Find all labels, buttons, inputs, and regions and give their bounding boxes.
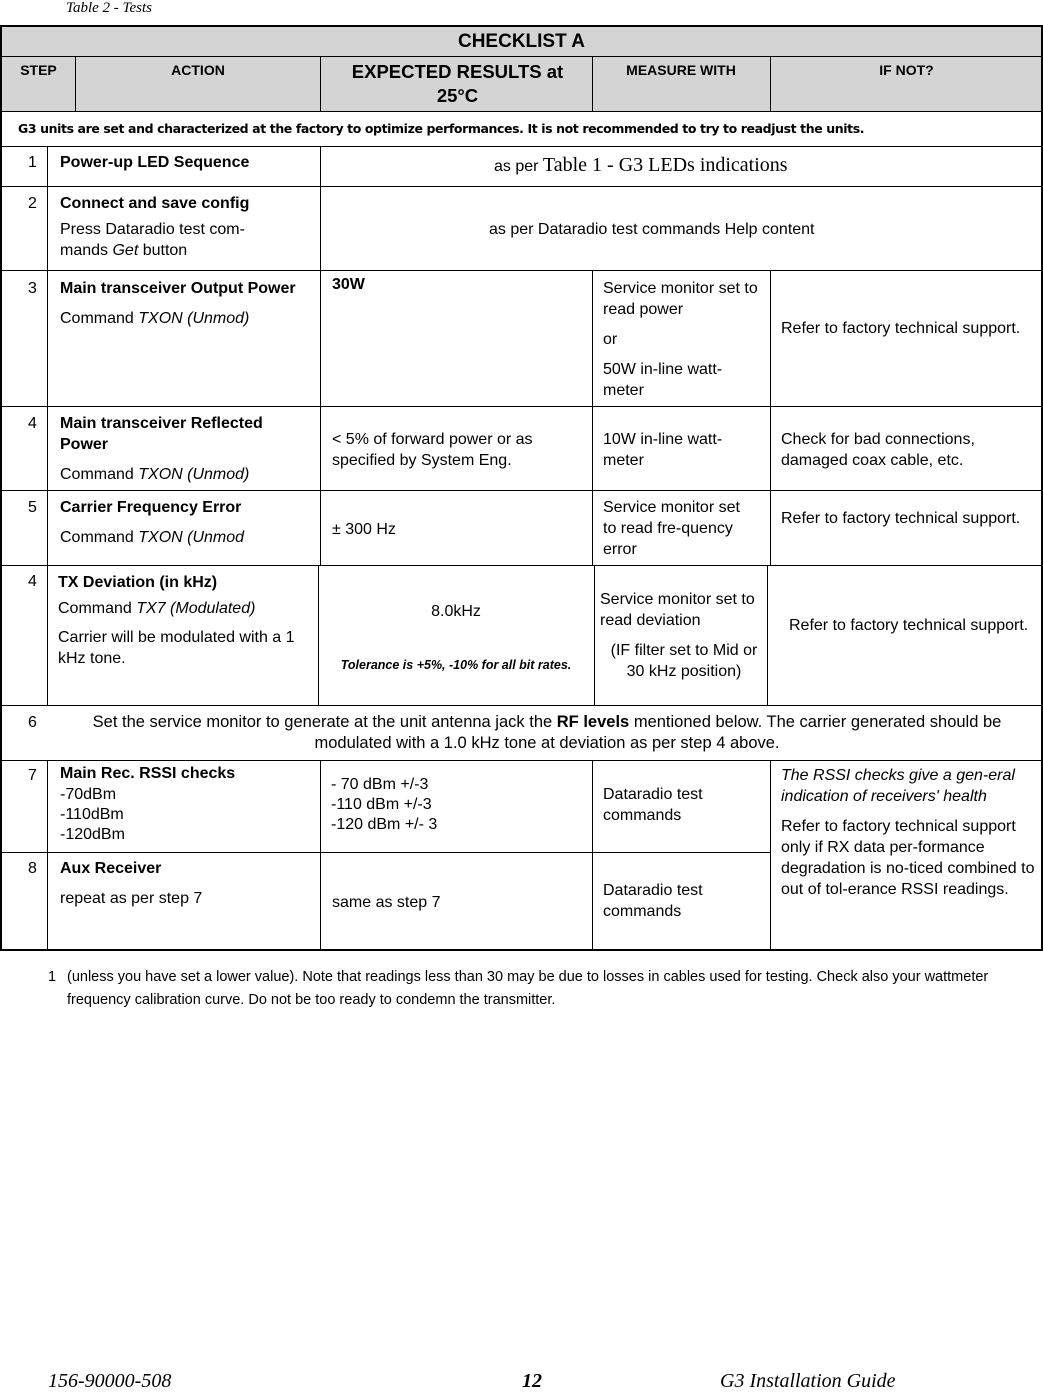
expected-result: < 5% of forward power or as specified by System Eng. [332,431,533,469]
rf-levels-term: RF levels [556,713,630,731]
action-text: Carrier will be modulated with a 1 kHz tone. [58,629,295,667]
expected-cell [331,775,581,835]
measure-cell [600,589,768,682]
action-text-part: mands [60,242,113,259]
action-title: Main Rec. RSSI checks [60,765,236,782]
command-label: Command [60,466,139,483]
measure-text: (IF filter set to Mid or 30 kHz position) [610,642,758,680]
footnote [48,966,1038,1012]
grid-line [320,56,321,111]
instruction-text [62,712,1032,754]
action-text-part: button [138,242,188,259]
expected-value: - 70 dBm +/-3 [331,776,429,793]
grid-line [0,25,2,950]
rssi-note: The RSSI checks give a gen-eral indication of receivers' health [781,767,1015,805]
measure-text: Dataradio test commands [603,786,703,824]
action-title: TX Deviation (in kHz) [58,574,218,591]
grid-line [767,565,768,705]
grid-line [592,760,593,950]
command-name: TXON (Unmod) [138,466,250,483]
ifnot-cell [781,765,1036,900]
grid-line [594,565,595,705]
command-label: Command [60,529,139,546]
measure-text: 10W in-line watt-meter [603,431,723,469]
grid-line [0,852,770,853]
grid-line [770,56,771,111]
action-title: Aux Receiver [60,860,162,877]
ifnot-text: Refer to factory technical support. [781,320,1021,337]
action-title: Connect and save config [60,195,250,212]
grid-line [318,565,319,705]
grid-line [0,565,1043,566]
grid-line [0,146,1043,147]
action-cell [60,193,318,261]
command-name: TXON (Unmod [138,529,245,546]
action-title: Power-up LED Sequence [60,154,250,171]
step-number: 2 [28,195,37,212]
step-number: 3 [28,280,37,297]
grid-line [47,146,48,705]
measure-text: 50W in-line watt-meter [603,361,723,399]
table-caption: Table 2 - Tests [66,0,153,16]
expected-result: same as step 7 [332,894,441,911]
step-number: 5 [28,499,37,516]
command-line [60,308,315,329]
grid-line [0,949,1043,951]
header-expected: EXPECTED RESULTS at 25°C [351,61,564,106]
expected-prefix: as per [494,158,543,175]
instruction-part: mentioned below. The carrier generated should be modulated with a 1.0 kHz tone at deviation as per step 4 above. [314,713,1002,752]
measure-text: Service monitor set to read fre-quency error [603,499,740,558]
grid-line [770,760,771,950]
command-name: TX7 (Modulated) [136,600,256,617]
grid-line [0,186,1043,187]
expected-result: ± 300 Hz [332,521,396,538]
grid-line [320,146,321,565]
header-action: ACTION [171,62,225,78]
expected-value: -120 dBm +/- 3 [331,816,438,833]
grid-line [0,406,1043,407]
action-title: Carrier Frequency Error [60,499,242,516]
grid-line [592,56,593,111]
instruction-part: Set the service monitor to generate at the unit antenna jack the [92,713,557,731]
table-title: CHECKLIST A [457,31,586,52]
grid-line [0,25,1043,27]
action-cell [60,413,315,485]
command-label: Command [58,600,137,617]
step-number: 8 [28,860,37,877]
grid-line [0,270,1043,271]
footer-page-number: 12 [522,1370,542,1392]
command-line [60,527,315,548]
header-measure: MEASURE WITH [626,62,736,78]
step-number: 4 [28,415,37,432]
grid-line [75,56,76,111]
ifnot-text: Check for bad connections, damaged coax cable, etc. [781,431,975,469]
expected-result: 8.0kHz [431,603,481,620]
action-text-line2 [60,240,318,261]
grid-line [0,705,1043,706]
level-value: -110dBm [60,806,124,823]
grid-line [0,56,1043,57]
grid-line [0,490,1043,491]
action-title: Main transceiver Output Power [60,280,296,297]
grid-line [0,111,1043,112]
action-title: Main transceiver Reflected Power [60,415,263,453]
grid-line [0,760,1043,761]
factory-note: G3 units are set and characterized at the factory to optimize performances. It is not recommended to try to readjust the units. [18,121,865,136]
command-line [60,464,315,485]
measure-text: Service monitor set to read deviation [600,591,755,629]
action-cell [60,763,315,845]
tolerance-note: Tolerance is +5%, -10% for all bit rates. [340,658,572,672]
expected-result: as per Dataradio test commands Help content [489,221,815,238]
step-number: 1 [28,154,37,171]
footnote-text: (unless you have set a lower value). Note that readings less than 30 may be due to losses in cables used for testing. Check also your wattmeter frequency calibration curve. Do not be too ready to condemn the transmitter. [67,969,989,1008]
measure-or: or [603,331,618,348]
level-value: -70dBm [60,786,117,803]
command-line [58,598,320,619]
footer-title: G3 Installation Guide [720,1370,896,1392]
level-value: -120dBm [60,826,125,843]
command-name: TXON (Unmod) [138,310,250,327]
measure-cell [603,278,763,401]
action-text: Press Dataradio test com- [60,221,245,238]
step-number: 4 [28,573,37,590]
action-cell [60,278,315,329]
ifnot-text: Refer to factory technical support. [789,617,1029,634]
get-button-name: Get [112,242,139,259]
action-cell [60,497,315,548]
step-number: 7 [28,767,37,784]
expected-value: -110 dBm +/-3 [331,796,432,813]
grid-line [1041,25,1043,950]
step-number: 6 [28,714,37,731]
command-label: Command [60,310,139,327]
grid-line [592,270,593,565]
header-step: STEP [20,62,57,78]
action-text: repeat as per step 7 [60,890,203,907]
expected-result: 30W [332,276,365,293]
measure-text: Service monitor set to read power [603,280,758,318]
footer-doc-number: 156-90000-508 [48,1370,172,1392]
table-reference-link[interactable]: Table 1 - G3 LEDs indications [542,154,788,176]
grid-line [320,760,321,950]
grid-line [770,270,771,565]
measure-text: Dataradio test commands [603,882,703,920]
action-cell [58,572,320,669]
ifnot-text: Refer to factory technical support. [781,510,1021,527]
action-cell [60,858,315,909]
grid-line [47,760,48,950]
header-ifnot: IF NOT? [879,62,934,78]
footnote-marker: 1 [48,969,57,985]
ifnot-text: Refer to factory technical support only if RX data per-formance degradation is no-ticed combined to out of tol-erance RSSI readings. [781,818,1035,898]
expected-result [494,155,1034,177]
